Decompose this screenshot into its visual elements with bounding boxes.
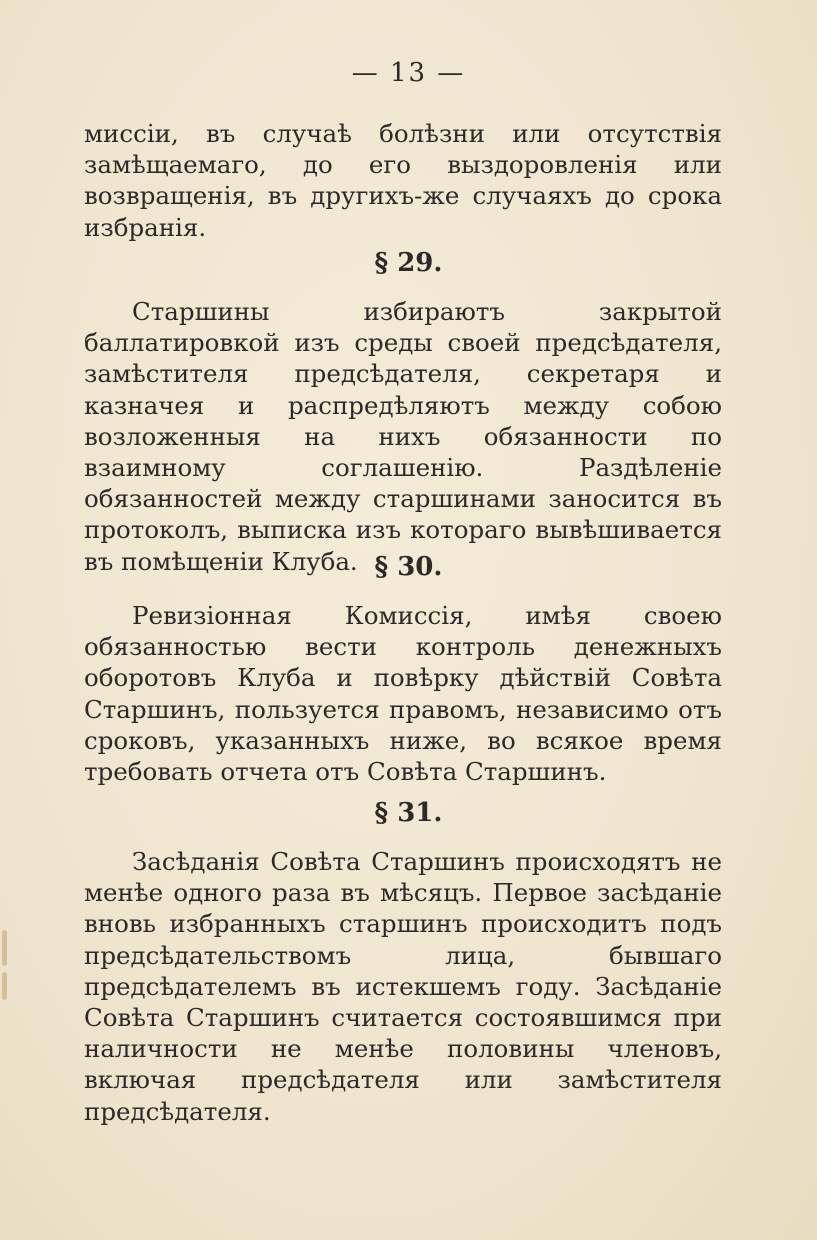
section-31-paragraph: Засѣданія Совѣта Старшинъ происходятъ не менѣе одного раза въ мѣсяцъ. Первое засѣданіе вновь избранныхъ старшинъ происходитъ подъ предсѣдательствомъ лица, бывшаго предсѣдателемъ въ истекшемъ году. Засѣданіе Совѣта Старшинъ считается состоявшимся при наличности не менѣе половины членовъ, включая предсѣдателя или замѣстителя предсѣдателя. <box>84 847 722 1126</box>
section-29-heading: § 29. <box>374 248 443 278</box>
section-30-heading: § 30. <box>374 552 443 582</box>
continuation-paragraph: миссіи, въ случаѣ болѣзни или отсутствія замѣщаемаго, до его выздоровленія или возвращенія, въ другихъ-же случаяхъ до срока избранія. <box>84 119 722 242</box>
page-number: — 13 — <box>351 58 466 88</box>
paper-edge-stain <box>2 930 7 966</box>
section-29-paragraph: Старшины избираютъ закрытой баллатировкой изъ среды своей предсѣдателя, замѣстителя предсѣдателя, секретаря и казначея и распредѣляютъ между собою возложенныя на нихъ обязанности по взаимному соглашенію. Раздѣленіе обязанностей между старшинами заносится въ протоколъ, выписка изъ котораго вывѣшивается въ помѣщеніи Клуба. <box>84 297 722 576</box>
paper-edge-stain <box>2 972 7 1000</box>
section-30-paragraph: Ревизіонная Комиссія, имѣя своею обязанностью вести контроль денежныхъ оборотовъ Клуба и повѣрку дѣйствій Совѣта Старшинъ, пользуется правомъ, независимо отъ сроковъ, указанныхъ ниже, во всякое время требовать отчета отъ Совѣта Старшинъ. <box>84 601 722 787</box>
section-31-heading: § 31. <box>374 798 443 828</box>
